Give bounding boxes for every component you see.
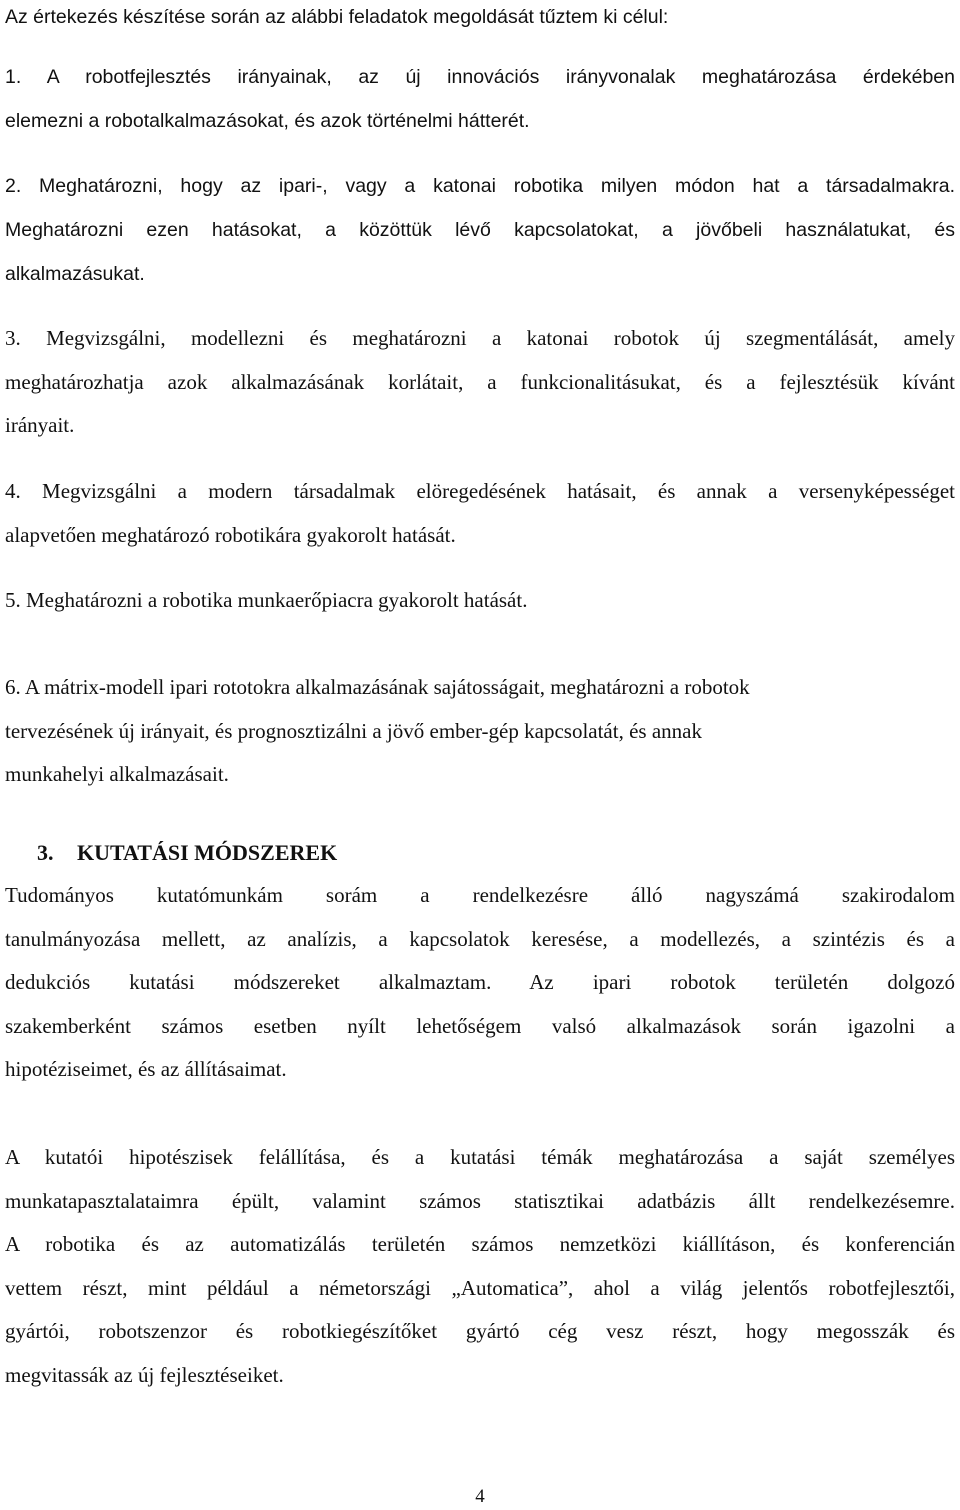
paragraph-line: dedukciós kutatási módszereket alkalmaztam. Az ipari robotok területén dolgozó bbox=[5, 970, 955, 994]
paragraph-line: szakemberként számos esetben nyílt lehetőségem valsó alkalmazások során igazolni a bbox=[5, 1013, 955, 1038]
goal-line: Meghatározni ezen hatásokat, a közöttük lévő kapcsolatokat, a jövőbeli használatukat, és bbox=[5, 219, 955, 241]
section-number: 3. bbox=[37, 840, 54, 865]
paragraph-line: A kutatói hipotészisek felállítása, és a kutatási témák meghatározása a saját személyes bbox=[5, 1145, 955, 1169]
goal-item-3 bbox=[5, 317, 955, 448]
goal-line: alkalmazásukat. bbox=[5, 263, 145, 285]
intro-sentence: Az értekezés készítése során az alábbi feladatok megoldását tűztem ki célul: bbox=[5, 6, 669, 28]
paragraph-line: Tudományos kutatómunkám sorám a rendelkezésre álló nagyszámá szakirodalom bbox=[5, 883, 955, 907]
goal-line: 3. Megvizsgálni, modellezni és meghatározni a katonai robotok új szegmentálását, amely bbox=[5, 326, 955, 350]
paragraph-line: megvitassák az új fejlesztéseiket. bbox=[5, 1362, 284, 1387]
goal-line: 5. Meghatározni a robotika munkaerőpiacra gyakorolt hatását. bbox=[5, 588, 528, 612]
methods-paragraph-1 bbox=[5, 874, 955, 1092]
goal-line: elemezni a robotalkalmazásokat, és azok történelmi hátterét. bbox=[5, 110, 530, 132]
goal-item-6 bbox=[5, 666, 955, 797]
page-number: 4 bbox=[475, 1486, 485, 1507]
methods-paragraph-2 bbox=[5, 1136, 955, 1397]
goal-line: meghatározhatja azok alkalmazásának korlátait, a funkcionalitásukat, és a fejlesztésük kívánt bbox=[5, 369, 955, 394]
goal-item-2 bbox=[5, 164, 955, 296]
goal-line: tervezésének új irányait, és prognosztizálni a jövő ember-gép kapcsolatát, és annak bbox=[5, 718, 702, 743]
goal-line: 4. Megvizsgálni a modern társadalmak elöregedésének hatásait, és annak a versenyképességet bbox=[5, 479, 955, 503]
goal-line: munkahelyi alkalmazásait. bbox=[5, 762, 229, 786]
paragraph-line: tanulmányozása mellett, az analízis, a kapcsolatok keresése, a modellezés, a szintézis és a bbox=[5, 926, 955, 951]
goal-item-5 bbox=[5, 579, 955, 623]
paragraph-line: munkatapasztalataimra épült, valamint számos statisztikai adatbázis állt rendelkezésemre. bbox=[5, 1188, 955, 1213]
paragraph-line: gyártói, robotszenzor és robotkiegészítőket gyártó cég vesz részt, hogy megosszák és bbox=[5, 1319, 955, 1343]
goal-line: 2. Meghatározni, hogy az ipari-, vagy a katonai robotika milyen módon hat a társadalmakra. bbox=[5, 175, 955, 197]
goal-item-1 bbox=[5, 55, 955, 143]
section-title: KUTATÁSI MÓDSZEREK bbox=[77, 840, 338, 865]
goal-line: 6. A mátrix-modell ipari rototokra alkalmazásának sajátosságait, meghatározni a robotok bbox=[5, 675, 750, 699]
paragraph-line: hipotéziseimet, és az állításaimat. bbox=[5, 1057, 287, 1081]
paragraph-line: A robotika és az automatizálás területén számos nemzetközi kiállításon, és konferencián bbox=[5, 1232, 955, 1256]
goal-line: 1. A robotfejlesztés irányainak, az új innovációs irányvonalak meghatározása érdekében bbox=[5, 66, 955, 88]
goal-line: irányait. bbox=[5, 413, 75, 437]
goal-line: alapvetően meghatározó robotikára gyakorolt hatását. bbox=[5, 522, 456, 547]
section-heading bbox=[37, 831, 337, 875]
goal-item-4 bbox=[5, 470, 955, 557]
paragraph-line: vettem részt, mint például a németországi „Automatica”, ahol a világ jelentős robotfejlesztői, bbox=[5, 1275, 955, 1300]
